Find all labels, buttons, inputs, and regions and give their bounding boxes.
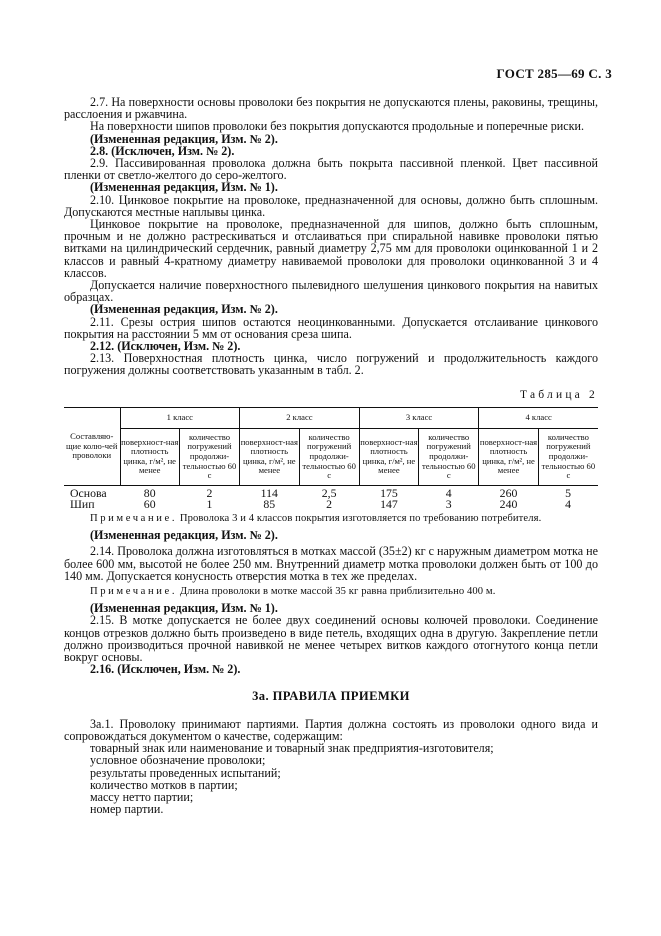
section-title: 3а. ПРАВИЛА ПРИЕМКИ [252, 688, 410, 703]
amendment-note: (Измененная редакция, Изм. № 1). [90, 601, 278, 616]
table-cell: 60 [143, 497, 156, 512]
paragraph-2-9: 2.9. Пассивированная проволока должна быть покрыта пассивной пленкой. Цвет пассивной пленки от светло-желтого до серо-желтого. [64, 156, 598, 183]
paragraph-2-13: 2.13. Поверхностная плотность цинка, число погружений и продолжительность каждого погружения должны соответствовать указанным в табл. 2. [64, 351, 598, 378]
row-header: Составляю-щие колю-чей проволоки [64, 407, 120, 485]
note-text: Длина проволоки в мотке массой 35 кг равна приблизительно 400 м. [177, 586, 496, 598]
table-cell: 80 [143, 485, 156, 500]
paragraph-2-12: 2.12. (Исключен, Изм. № 2). [90, 339, 241, 354]
row-label: Шип [70, 497, 95, 512]
note-label: Примечание. [90, 586, 178, 598]
table-cell: 5 [565, 485, 572, 500]
document-body [64, 96, 598, 815]
list-item: номер партии. [90, 802, 164, 817]
table-cell: 3 [445, 497, 452, 512]
amendment-note: (Измененная редакция, Изм. № 2). [90, 528, 278, 543]
paragraph-2-10-b: Цинковое покрытие на проволоке, предназначенной для шипов, должно быть сплошным, прочным и не должно растрескиваться и отслаиваться при спиральной навивке проволоки пятью витками на цилиндрический сердечник, равный диаметру 2,75 мм для проволоки оцинкованной 1 и 2 классов и равный 4-кратному диаметру навиваемой проволоки для проволоки оцинкованной 3 и 4 классов. [64, 217, 598, 280]
zinc-coating-table [64, 407, 598, 511]
paragraph-2-16: 2.16. (Исключен, Изм. № 2). [90, 662, 241, 677]
count-header: количество погружений продолжи-тельностью 60 с [538, 428, 598, 485]
paragraph-2-10-c: Допускается наличие поверхностного пылевидного шелушения цинкового покрытия на навитых образцах. [64, 278, 598, 305]
count-header: количество погружений продолжи-тельностью 60 с [419, 428, 479, 485]
amendment-note: (Измененная редакция, Изм. № 2). [90, 131, 278, 146]
table-cell: 4 [445, 485, 452, 500]
density-header: поверхност-ная плотность цинка, г/м², не менее [120, 428, 179, 485]
table-cell: 147 [380, 497, 398, 512]
density-header: поверхност-ная плотность цинка, г/м², не менее [479, 428, 538, 485]
table-cell: 260 [499, 485, 518, 500]
class-header: 1 класс [120, 407, 240, 428]
class-header: 4 класс [479, 407, 598, 428]
table-cell: 240 [499, 497, 518, 512]
list-item: результаты проведенных испытаний; [90, 765, 281, 780]
table-caption: Таблица 2 [520, 388, 598, 401]
list-item: условное обозначение проволоки; [90, 753, 266, 768]
density-header: поверхност-ная плотность цинка, г/м², не менее [359, 428, 418, 485]
moto-note [64, 586, 598, 598]
paragraph-2-8: 2.8. (Исключен, Изм. № 2). [90, 143, 235, 158]
table-row [64, 499, 598, 511]
list-item: массу нетто партии; [90, 789, 194, 804]
amendment-note: (Измененная редакция, Изм. № 2). [90, 302, 278, 317]
class-header: 3 класс [359, 407, 479, 428]
list-item: товарный знак или наименование и товарный знак предприятия-изготовителя; [90, 741, 494, 756]
table-cell: 4 [565, 497, 572, 512]
count-header: количество погружений продолжи-тельностью 60 с [299, 428, 359, 485]
paragraph-2-14: 2.14. Проволока должна изготовляться в мотках массой (35±2) кг с наружным диаметром мотка не более 600 мм, высотой не более 250 мм. Внутренний диаметр мотка проволоки должен быть от 100 до 140 мм. Допускается конусность отверстия мотка в тех же пределах. [64, 544, 598, 583]
density-header: поверхност-ная плотность цинка, г/м², не менее [240, 428, 299, 485]
count-header: количество погружений продолжи-тельностью 60 с [179, 428, 239, 485]
paragraph-2-15: 2.15. В мотке допускается не более двух соединений основы колючей проволоки. Соединение концов отрезков должно быть произведено в виде петель, входящих одна в другую. Закрепление петли должно производиться прочной навивкой не менее четырех витков каждого отогнутого конца петли вокруг основы. [64, 613, 598, 665]
table-cell: 2 [326, 497, 333, 512]
paragraph-2-10: 2.10. Цинковое покрытие на проволоке, предназначенной для основы, должно быть сплошным. Допускаются местные наплывы цинка. [64, 192, 598, 219]
paragraph-2-7: 2.7. На поверхности основы проволоки без покрытия не допускаются плены, раковины, трещины, расслоения и ржавчина. [64, 95, 598, 122]
table-cell: 2,5 [321, 485, 337, 500]
paragraph-2-11: 2.11. Срезы острия шипов остаются неоцинкованными. Допускается отслаивание цинкового покрытия на расстоянии 5 мм от основания среза шипа. [64, 314, 598, 341]
list-item: количество мотков в партии; [90, 777, 238, 792]
amendment-note: (Измененная редакция, Изм. № 1). [90, 180, 278, 195]
row-label: Основа [70, 485, 107, 500]
class-header: 2 класс [240, 407, 360, 428]
note-label: Примечание. [90, 513, 178, 525]
paragraph-2-7-b: На поверхности шипов проволоки без покрытия допускаются продольные и поперечные риски. [90, 119, 585, 134]
table-note [64, 513, 598, 525]
note-text: Проволока 3 и 4 классов покрытия изготовляется по требованию потребителя. [177, 513, 542, 525]
paragraph-3a-1: 3а.1. Проволоку принимают партиями. Партия должна состоять из проволоки одного вида и сопровождаться документом о качестве, содержащим: [64, 716, 598, 743]
table-cell: 114 [260, 485, 278, 500]
table-cell: 175 [380, 485, 398, 500]
table-cell: 2 [206, 485, 213, 500]
table-cell: 85 [263, 497, 276, 512]
page-header: ГОСТ 285—69 С. 3 [496, 66, 612, 81]
table-cell: 1 [206, 497, 213, 512]
